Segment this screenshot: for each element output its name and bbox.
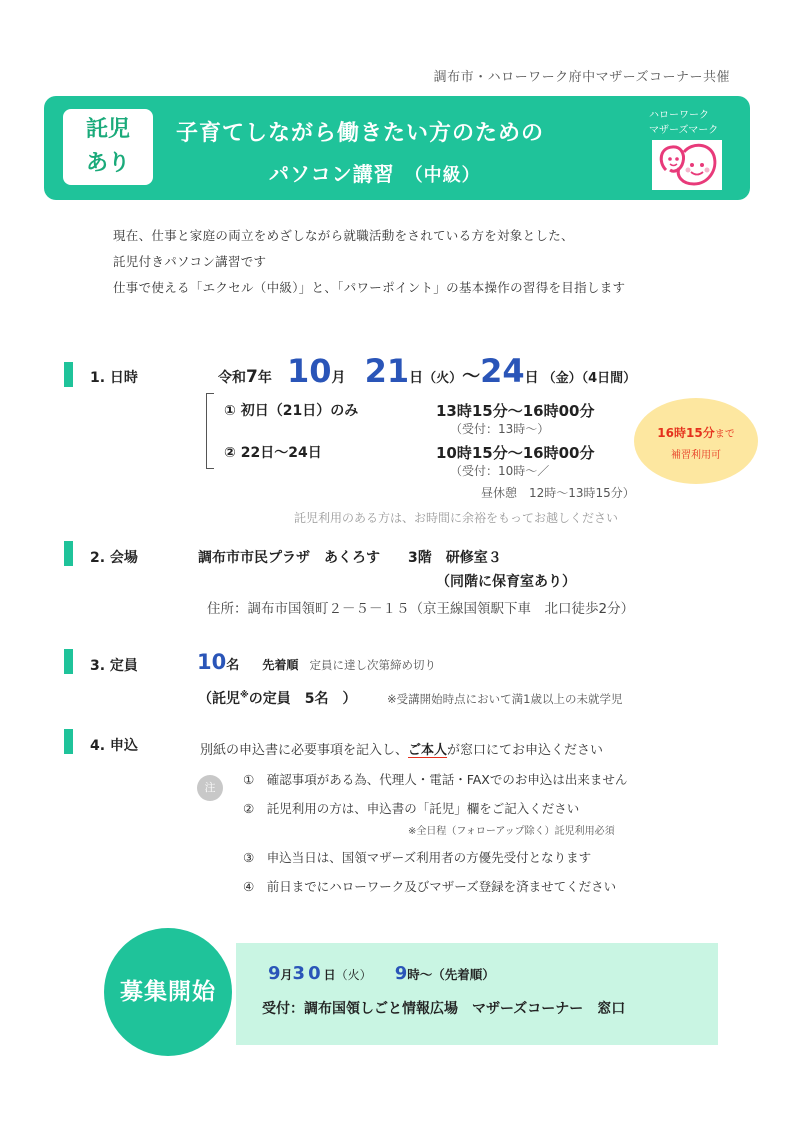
venue-nursery: （同階に保育室あり） [436,574,576,590]
schedule-note: 託児利用のある方は、お時間に余裕をもってお越しください [294,511,619,525]
banner-title-line2 [269,158,481,187]
schedule-item2-label: ② 22日～24日 [224,445,322,461]
venue-section-bar [64,541,73,566]
year-suffix: 年 [257,370,272,386]
capacity-order: 先着順 [262,658,299,672]
childcare-badge-line2: あり [85,151,130,176]
application-note-3: ③ 申込当日は、国領マザーズ利用者の方優先受付となります [243,850,592,865]
recruit-hour-suffix: 時～（先着順） [407,967,495,982]
month-number: 10 [286,352,332,390]
schedule-section-bar [64,362,73,387]
childcare-capacity [198,688,357,708]
application-note-1: ① 確認事項がある為、代理人・電話・FAXでのお申込は出来ません [243,772,628,787]
recruit-hour: 9 [394,963,408,984]
schedule-date-line [218,352,636,390]
childcare-capacity-prefix: （託児 [198,691,240,707]
schedule-section-label: 1. 日時 [90,370,138,386]
end-day-suffix: 日 [524,370,539,386]
schedule-bracket [206,393,214,469]
capacity-order-note: 定員に達し次第締め切り [309,658,436,672]
recruit-day-suffix: 日 [323,968,336,982]
application-lead-before: 別紙の申込書に必要事項を記入し、 [200,743,409,758]
organizer-text: 調布市・ハローワーク府中マザーズコーナー共催 [433,70,730,85]
application-section-bar [64,729,73,754]
mothers-mark-label-line1: ハローワーク [649,110,709,121]
application-note-2-sub: ※全日程（フォローアップ除く）託児利用必須 [408,826,615,837]
recruit-day: 30 [292,963,324,984]
capacity-unit: 名 [226,658,240,673]
recruit-panel [236,943,718,1045]
capacity-number: 10 [197,650,227,674]
makeup-text: 補習利用可 [671,450,721,461]
year-number: 7 [246,367,258,387]
childcare-badge-line1: 託児 [85,117,130,142]
application-lead-emphasis: ご本人 [408,743,448,758]
mothers-mark-label [649,108,718,138]
mothers-mark-label-line2: マザーズマーク [649,125,719,136]
schedule-item1-label: ① 初日（21日）のみ [224,403,359,419]
date-range-tilde: ～ [462,366,481,387]
start-weekday: （火） [423,371,463,386]
makeup-time-suffix: まで [714,429,735,440]
intro-line-3: 仕事で使える「エクセル（中級）」と、「パワーポイント」の基本操作の習得を目指します [113,280,626,295]
schedule-item2-time: 10時15分～16時00分 [436,444,595,462]
title-banner [44,96,750,200]
application-lead-after: が窓口にてお申込ください [447,743,604,758]
recruit-month: 9 [268,963,281,984]
application-note-2: ② 託児利用の方は、申込書の「託児」欄をご記入ください [243,801,580,816]
venue-section-label: 2. 会場 [90,550,138,566]
recruit-start-badge: 募集開始 [104,928,232,1056]
capacity-section-label: 3. 定員 [90,658,138,674]
makeup-badge [634,398,758,484]
capacity-line [197,650,436,674]
start-day-suffix: 日 [409,370,424,386]
capacity-section-bar [64,649,73,674]
banner-title-line1: 子育てしながら働きたい方のための [176,121,545,146]
mothers-mark-logo-icon [652,140,722,190]
recruit-month-suffix: 月 [280,968,293,982]
venue-name: 調布市市民プラザ あくろす 3階 研修室３ [198,550,502,566]
recruit-date-line [268,963,495,984]
childcare-capacity-mark: ※ [240,690,249,701]
childcare-capacity-note: ※受講開始時点において満1歳以上の未就学児 [387,692,623,706]
start-day-number: 21 [364,352,410,390]
banner-title-level: （中級） [404,165,481,186]
schedule-item2-reception: （受付：10時～／ [450,464,550,478]
end-day-number: 24 [480,352,525,390]
childcare-capacity-suffix: の定員 5名 ） [248,691,357,707]
intro-line-1: 現在、仕事と家庭の両立をめざしながら就職活動をされている方を対象とした、 [113,228,574,243]
application-lead [200,739,603,758]
note-mark-icon: 注 [197,775,223,801]
recruit-weekday: （火） [335,968,372,982]
end-weekday: （金）（4日間） [542,371,637,386]
recruit-reception: 受付：調布国領しごと情報広場 マザーズコーナー 窓口 [262,1001,626,1017]
application-section-label: 4. 申込 [90,738,138,754]
schedule-item1-reception: （受付：13時～） [450,422,550,436]
venue-address: 住所：調布市国領町２－５－１５（京王線国領駅下車 北口徒歩2分） [207,601,635,617]
makeup-time-value: 16時15分 [657,426,715,440]
era-text: 令和 [218,370,246,386]
intro-line-2: 託児付きパソコン講習です [113,254,267,269]
schedule-item1-time: 13時15分～16時00分 [436,402,595,420]
childcare-badge [63,109,153,185]
application-note-4: ④ 前日までにハローワーク及びマザーズ登録を済ませてください [243,879,617,894]
makeup-time [634,424,758,441]
banner-title-main: パソコン講習 [269,162,395,186]
schedule-item2-break: 昼休憩 12時～13時15分） [481,486,635,500]
month-suffix: 月 [331,370,346,386]
